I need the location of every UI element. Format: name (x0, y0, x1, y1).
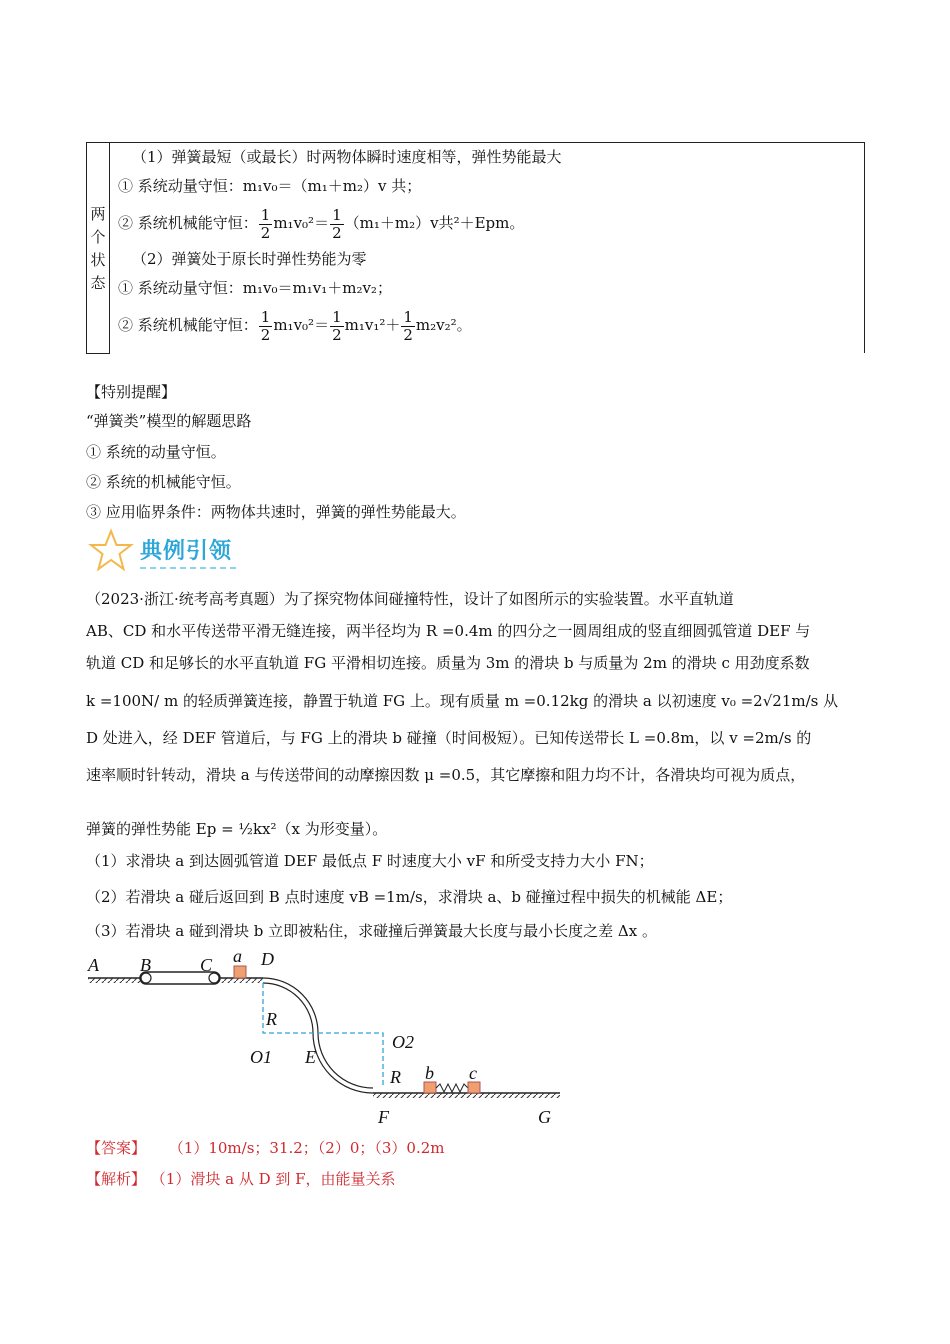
problem-line: 轨道 CD 和足够长的水平直轨道 FG 平滑相切连接。质量为 3m 的滑块 b 与质量为 2m 的滑块 c 用劲度系数 (86, 654, 810, 672)
label-f-point: F (378, 1107, 389, 1127)
label-r1: R (266, 1009, 277, 1029)
spring (436, 1084, 468, 1092)
answer-text: （1）10m/s；31.2；（2）0；（3）0.2m (168, 1139, 445, 1157)
experiment-figure (80, 945, 580, 1130)
table-row: ② 系统机械能守恒： $\frac{1}{2}$ m₁v₀²＝ $\frac{1}{2}$ （m₁＋m₂）v共²＋Epm。 (118, 205, 525, 242)
question-1: （1）求滑块 a 到达圆弧管道 DEF 最低点 F 时速度大小 vF 和所受支持力大小 FN； (86, 852, 654, 870)
question-2: （2）若滑块 a 碰后返回到 B 点时速度 vB =1m/s，求滑块 a、b 碰撞过程中损失的机械能 ΔE； (86, 888, 733, 906)
label-b-point: B (140, 955, 151, 975)
analysis-line (86, 1168, 396, 1189)
label-slider-b: b (425, 1063, 434, 1083)
slider-a (234, 966, 246, 978)
question-3: （3）若滑块 a 碰到滑块 b 立即被粘住，求碰撞后弹簧最大长度与最小长度之差 Δx 。 (86, 922, 657, 940)
slider-c (468, 1082, 480, 1093)
reminder-line: “弹簧类”模型的解题思路 (86, 412, 252, 430)
problem-line: k =100N/ m 的轻质弹簧连接，静置于轨道 FG 上。现有质量 m =0.12kg 的滑块 a 以初速度 v₀ =2√21m/s 从 (86, 692, 839, 710)
label-o2: O2 (392, 1032, 414, 1052)
table-row: （2）弹簧处于原长时弹性势能为零 (132, 250, 367, 268)
label-d-point: D (261, 949, 274, 969)
problem-line: （2023·浙江·统考高考真题）为了探究物体间碰撞特性，设计了如图所示的实验装置。水平直轨道 (86, 590, 734, 608)
reminder-line: ② 系统的机械能守恒。 (86, 473, 241, 491)
title-underline (140, 567, 236, 569)
table-row: ① 系统动量守恒：m₁v₀＝m₁v₁＋m₂v₂； (118, 279, 392, 297)
label-slider-c: c (469, 1063, 477, 1083)
table-row: （1）弹簧最短（或最长）时两物体瞬时速度相等，弹性势能最大 (132, 148, 562, 166)
summary-table (86, 142, 865, 354)
table-row: ① 系统动量守恒：m₁v₀＝（m₁＋m₂）v 共； (118, 177, 422, 195)
star-icon (88, 528, 134, 572)
label-slider-a: a (233, 946, 242, 966)
slider-b (424, 1082, 436, 1093)
label-r2: R (390, 1067, 401, 1087)
radius-o2 (318, 1033, 383, 1088)
analysis-text: （1）滑块 a 从 D 到 F，由能量关系 (150, 1170, 396, 1188)
problem-line: AB、CD 和水平传送带平滑无缝连接，两半径均为 R =0.4m 的四分之一圆周组成的竖直细圆弧管道 DEF 与 (86, 622, 811, 640)
reminder-title: 【特别提醒】 (86, 383, 177, 401)
answer-line (86, 1137, 445, 1158)
reminder-line: ③ 应用临界条件：两物体共速时，弹簧的弹性势能最大。 (86, 503, 466, 521)
label-g-point: G (538, 1107, 551, 1127)
problem-line: 弹簧的弹性势能 Ep = ½kx²（x 为形变量）。 (86, 820, 388, 838)
section-title: 典例引领 (140, 539, 233, 564)
problem-line: 速率顺时针转动，滑块 a 与传送带间的动摩擦因数 μ =0.5，其它摩擦和阻力均不计，各滑块均可视为质点， (86, 766, 806, 784)
label-e-point: E (305, 1047, 316, 1067)
table-row: ② 系统机械能守恒： $\frac{1}{2}$ m₁v₀²＝ $\frac{1}{2}$ m₁v₁²＋ $\frac{1}{2}$ m₂v₂²。 (118, 307, 472, 344)
label-a-point: A (88, 955, 99, 975)
reminder-line: ① 系统的动量守恒。 (86, 443, 226, 461)
problem-line: D 处进入，经 DEF 管道后，与 FG 上的滑块 b 碰撞（时间极短）。已知传送带长 L =0.8m，以 v =2m/s 的 (86, 729, 812, 747)
side-label: 两 个 状 态 (87, 143, 110, 354)
label-o1: O1 (250, 1047, 272, 1067)
analysis-label: 【解析】 (86, 1170, 147, 1188)
label-c-point: C (200, 955, 213, 975)
answer-label: 【答案】 (86, 1139, 147, 1157)
